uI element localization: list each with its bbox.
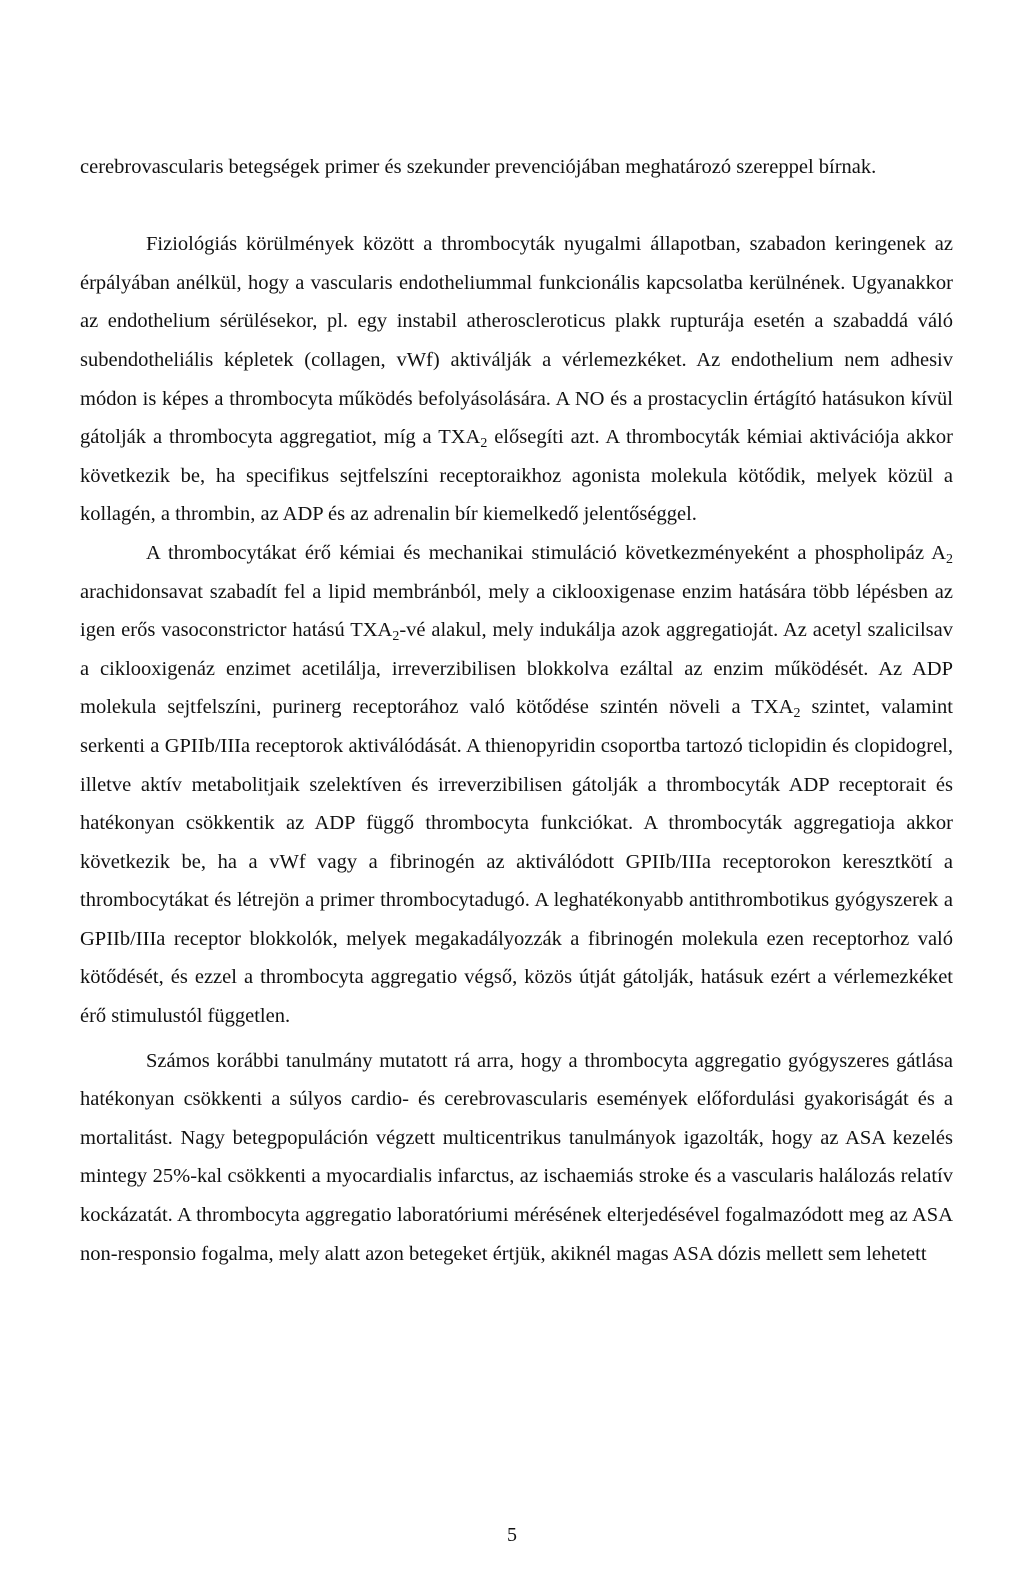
paragraph-continuation: cerebrovascularis betegségek primer és szekunder prevenciójában meghatározó szereppel bírnak. <box>80 156 877 178</box>
body-text <box>80 148 953 1273</box>
paragraph-studies: Számos korábbi tanulmány mutatott rá arra, hogy a thrombocyta aggregatio gyógyszeres gátlása hatékonyan csökkenti a súlyos cardio- és cerebrovascularis események előfordulási gyakoriságát és a mortalitást. Nagy betegpopuláción végzett multicentrikus tanulmányok igazolták, hogy az ASA kezelés mintegy 25%-kal csökkenti a myocardialis infarctus, az ischaemiás stroke és a vascularis halálozás relatív kockázatát. A thrombocyta aggregatio laboratóriumi mérésének elterjedésével fogalmazódott meg az ASA non-responsio fogalma, mely alatt azon betegeket értjük, akiknél magas ASA dózis mellett sem lehetett <box>80 1049 953 1265</box>
paragraph-mechanism: A thrombocytákat érő kémiai és mechanikai stimuláció következményeként a phospholipáz $A_2$ arachidonsavat szabadít fel a lipid membránból, mely a ciklooxigenase enzim hatására több lépésben az igen erős vasoconstrictor hatású $TXA_2-vé$ alakul, mely indukálja azok aggregatioját. Az acetyl szalicilsav a ciklooxigenáz enzimet acetilálja, irreverzibilisen blokkolva ezáltal az enzim működését. Az ADP molekula sejtfelszíni, purinerg receptorához való kötődése szintén növeli a $TXA_2$ szintet, valamint serkenti a GPIIb/IIIa receptorok aktiválódását. A thienopyridin csoportba tartozó ticlopidin és clopidogrel, illetve aktív metabolitjaik szelektíven és irreverzibilisen gátolják a thrombocyták ADP receptorait és hatékonyan csökkentik az ADP függő thrombocyta funkciókat. A thrombocyták aggregatioja akkor következik be, ha a vWf vagy a fibrinogén az aktiválódott GPIIb/IIIa receptorokon keresztkötí a thrombocytákat és létrejön a primer thrombocytadugó. A leghatékonyabb antithrombotikus gyógyszerek a GPIIb/IIIa receptor blokkolók, melyek megakadályozzák a fibrinogén molekula ezen receptorhoz való kötődését, és ezzel a thrombocyta aggregatio végső, közös útját gátolják, hatásuk ezért a vérlemezkéket érő stimulustól független. <box>80 541 954 1028</box>
subscript: 2 <box>392 629 400 645</box>
page-number: 5 <box>507 1524 517 1546</box>
paragraph-physiology: Fiziológiás körülmények között a thrombocyták nyugalmi állapotban, szabadon keringenek az érpályában anélkül, hogy a vascularis endotheliummal funkcionális kapcsolatba kerülnének. Ugyanakkor az endothelium sérülésekor, pl. egy instabil atheroscleroticus plakk rupturája esetén a szabaddá váló subendotheliális képletek (collagen, vWf) aktiválják a vérlemezkéket. Az endothelium nem adhesiv módon is képes a thrombocyta működés befolyásolására. A NO és a prostacyclin értágító hatásukon kívül gátolják a thrombocyta aggregatiot, míg a $TXA_2$ elősegíti azt. A thrombocyták kémiai aktivációja akkor következik be, ha specifikus sejtfelszíni receptoraikhoz agonista molekula kötődik, melyek közül a kollagén, a thrombin, az ADP és az adrenalin bír kiemelkedő jelentőséggel. <box>80 233 953 526</box>
subscript: 2 <box>793 706 801 722</box>
subscript: 2 <box>480 436 488 452</box>
subscript: 2 <box>946 551 953 567</box>
